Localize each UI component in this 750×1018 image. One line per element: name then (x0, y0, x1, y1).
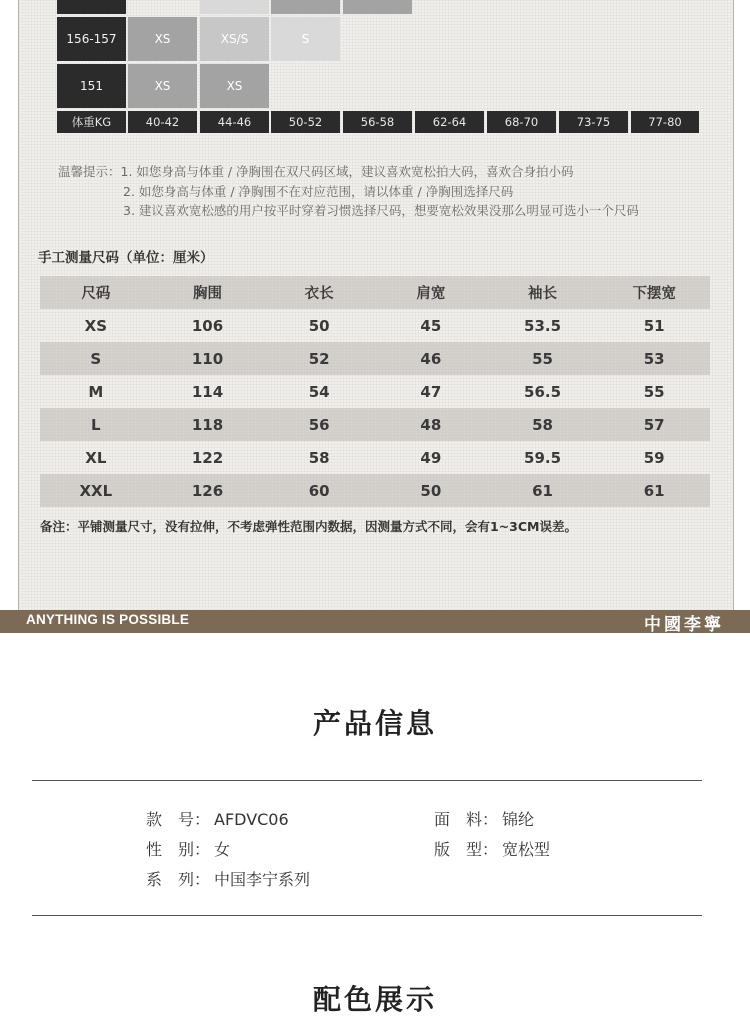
table-cell: 55 (643, 382, 665, 401)
header-cell: 胸围 (193, 286, 222, 302)
brand-band (0, 610, 750, 633)
table-cell: 51 (643, 316, 665, 335)
divider-top (32, 780, 702, 781)
table-cell: 55 (532, 349, 553, 368)
color-display-title: 配色展示 (312, 983, 437, 1016)
tip-line-3: 3. 建议喜欢宽松感的用户按平时穿着习惯选择尺码，想要宽松效果没那么明显可选小一个尺码 (123, 203, 639, 218)
table-cell: 60 (308, 481, 330, 500)
measure-title: 手工测量尺码（单位：厘米） (38, 250, 214, 266)
tip-line-2: 2. 如您身高与体重 / 净胸围不在对应范围，请以体重 / 净胸围选择尺码 (123, 183, 514, 199)
info-value: AFDVC06 (214, 810, 289, 829)
table-cell: 61 (643, 481, 665, 500)
tip-line-1: 温馨提示：1. 如您身高与体重 / 净胸围在双尺码区域，建议喜欢宽松拍大码，喜欢合身拍小码 (58, 164, 574, 179)
info-gender (146, 837, 230, 860)
table-cell: 53.5 (524, 316, 562, 335)
weight-cell: 40-42 (128, 111, 197, 133)
measure-note: 备注：平铺测量尺寸，没有拉伸，不考虑弹性范围内数据，因测量方式不同，会有1~3CM误差。 (40, 519, 577, 534)
info-fit (434, 837, 550, 860)
size-cell: XS (128, 64, 197, 108)
table-cell: XXL (79, 481, 113, 500)
table-cell: 54 (308, 382, 330, 401)
table-cell: 58 (308, 448, 330, 467)
info-value: 锦纶 (502, 810, 535, 829)
table-cell: 126 (191, 481, 224, 500)
table-cell: 110 (191, 349, 224, 368)
height-cell: 156-157 (57, 17, 126, 61)
header-cell: 尺码 (81, 286, 111, 302)
table-cell: 57 (643, 415, 665, 434)
table-row (40, 375, 710, 408)
info-style-number (146, 807, 289, 830)
measure-table (40, 276, 710, 507)
table-cell: 50 (420, 481, 442, 500)
header-cell: 衣长 (304, 286, 334, 302)
weight-cell: 56-58 (343, 111, 412, 133)
info-label: 性 别： (146, 840, 211, 859)
size-cell: S (271, 17, 340, 61)
table-cell: M (88, 382, 104, 401)
size-cell: XS/S (200, 17, 269, 61)
table-cell: 45 (420, 316, 442, 335)
table-cell: 46 (420, 349, 442, 368)
table-cell: 59 (643, 448, 665, 467)
weight-cell: 62-64 (415, 111, 484, 133)
table-cell: 106 (191, 316, 224, 335)
grid-cell-top-left (57, 0, 126, 14)
info-series (146, 867, 310, 890)
table-cell: 49 (420, 448, 442, 467)
size-tips (58, 162, 639, 221)
divider-bottom (32, 915, 702, 916)
table-row (40, 408, 710, 441)
weight-cell: 77-80 (631, 111, 699, 133)
table-header-row (40, 276, 710, 309)
table-cell: 56.5 (524, 382, 562, 401)
brand-logo-text: 中國李寧 (644, 615, 724, 635)
weight-cell: 44-46 (200, 111, 269, 133)
table-cell: 48 (420, 415, 442, 434)
grid-cell-top-5 (343, 0, 412, 14)
table-cell: 114 (191, 382, 224, 401)
weight-cell: 73-75 (559, 111, 628, 133)
weight-cell: 50-52 (271, 111, 340, 133)
size-cell: XS (128, 17, 197, 61)
info-label: 系 列： (146, 870, 211, 889)
header-cell: 下摆宽 (632, 286, 676, 302)
info-label: 款 号： (146, 810, 211, 829)
table-row (40, 441, 710, 474)
table-cell: 53 (643, 349, 665, 368)
info-value: 女 (214, 840, 231, 859)
table-cell: 50 (308, 316, 330, 335)
table-cell: 52 (308, 349, 330, 368)
table-cell: 58 (532, 415, 553, 434)
table-cell: XS (84, 316, 108, 335)
info-value: 中国李宁系列 (214, 870, 311, 889)
header-cell: 肩宽 (416, 286, 446, 302)
table-cell: 47 (420, 382, 442, 401)
size-cell: XS (200, 64, 269, 108)
info-label: 面 料： (434, 810, 499, 829)
grid-cell-top-4 (271, 0, 340, 14)
table-cell: L (91, 415, 101, 434)
table-cell: 59.5 (524, 448, 562, 467)
height-cell: 151 (57, 64, 126, 108)
grid-cell-top-3 (200, 0, 269, 14)
weight-cell: 68-70 (487, 111, 556, 133)
table-row (40, 474, 710, 507)
info-value: 宽松型 (502, 840, 551, 859)
slogan: ANYTHING IS POSSIBLE (26, 612, 190, 627)
product-info-title: 产品信息 (312, 707, 437, 740)
table-row (40, 309, 710, 342)
info-fabric (434, 807, 534, 830)
table-cell: 56 (308, 415, 330, 434)
table-row (40, 342, 710, 375)
table-cell: 118 (191, 415, 224, 434)
table-cell: 122 (191, 448, 224, 467)
info-label: 版 型： (434, 840, 499, 859)
table-cell: XL (85, 448, 107, 467)
header-cell: 袖长 (528, 286, 558, 302)
table-cell: 61 (532, 481, 553, 500)
weight-label: 体重KG (57, 111, 126, 133)
table-cell: S (90, 349, 102, 368)
